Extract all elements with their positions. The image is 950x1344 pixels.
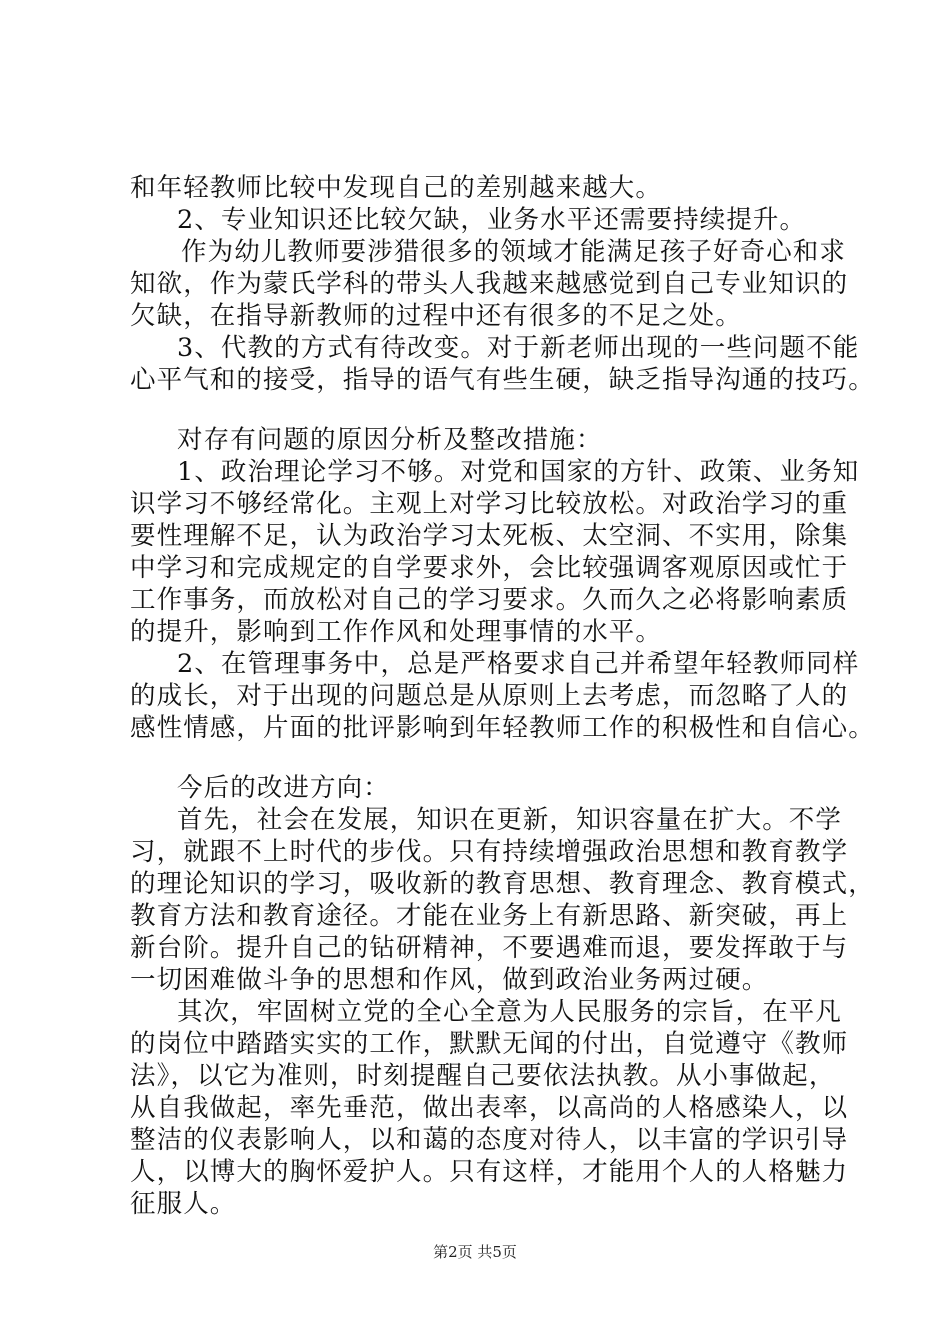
text-line: 的提升，影响到工作作风和处理事情的水平。 [130,617,663,647]
text-line: 征服人。 [130,1189,237,1219]
text-line: 首先，社会在发展，知识在更新，知识容量在扩大。不学 [177,805,843,835]
text-line: 和年轻教师比较中发现自己的差别越来越大。 [130,173,663,203]
text-line: 新台阶。提升自己的钻研精神，不要遇难而退，要发挥敢于与 [130,933,849,963]
text-line: 心平气和的接受，指导的语气有些生硬，缺乏指导沟通的技巧。 [130,365,875,395]
text-line: 其次，牢固树立党的全心全意为人民服务的宗旨，在平凡 [177,997,843,1027]
section-heading: 对存有问题的原因分析及整改措施： [177,425,603,455]
text-line: 要性理解不足，认为政治学习太死板、太空洞、不实用，除集 [130,521,849,551]
text-line: 欠缺，在指导新教师的过程中还有很多的不足之处。 [130,301,742,331]
text-line: 习，就跟不上时代的步伐。只有持续增强政治思想和教育教学 [130,837,849,867]
text-line: 中学习和完成规定的自学要求外，会比较强调客观原因或忙于 [130,553,849,583]
text-line: 教育方法和教育途径。才能在业务上有新思路、新突破，再上 [130,901,849,931]
text-line: 3、代教的方式有待改变。对于新老师出现的一些问题不能 [177,333,860,363]
text-line: 工作事务，而放松对自己的学习要求。久而久之必将影响素质 [130,585,849,615]
text-line: 感性情感，片面的批评影响到年轻教师工作的积极性和自信心。 [130,713,875,743]
text-line: 作为幼儿教师要涉猎很多的领域才能满足孩子好奇心和求 [181,237,847,267]
text-line: 的成长，对于出现的问题总是从原则上去考虑，而忽略了人的 [130,681,849,711]
text-line: 的理论知识的学习，吸收新的教育思想、教育理念、教育模式， [130,869,875,899]
text-line: 知欲，作为蒙氏学科的带头人我越来越感觉到自己专业知识的 [130,269,849,299]
text-line: 一切困难做斗争的思想和作风，做到政治业务两过硬。 [130,965,769,995]
text-line: 识学习不够经常化。主观上对学习比较放松。对政治学习的重 [130,489,849,519]
text-line: 2、在管理事务中，总是严格要求自己并希望年轻教师同样 [177,649,860,679]
text-line: 2、专业知识还比较欠缺，业务水平还需要持续提升。 [177,205,807,235]
text-line: 的岗位中踏踏实实的工作，默默无闻的付出，自觉遵守《教师 [130,1029,849,1059]
section-heading: 今后的改进方向： [177,773,390,803]
text-line: 整洁的仪表影响人，以和蔼的态度对待人，以丰富的学识引导 [130,1125,849,1155]
text-line: 1、政治理论学习不够。对党和国家的方针、政策、业务知 [177,457,860,487]
page-number: 第2页 共5页 [433,1243,517,1261]
text-line: 法》，以它为准则，时刻提醒自己要依法执教。从小事做起， [130,1061,836,1091]
text-line: 从自我做起，率先垂范，做出表率，以高尚的人格感染人，以 [130,1093,849,1123]
text-line: 人，以博大的胸怀爱护人。只有这样，才能用个人的人格魅力 [130,1157,849,1187]
